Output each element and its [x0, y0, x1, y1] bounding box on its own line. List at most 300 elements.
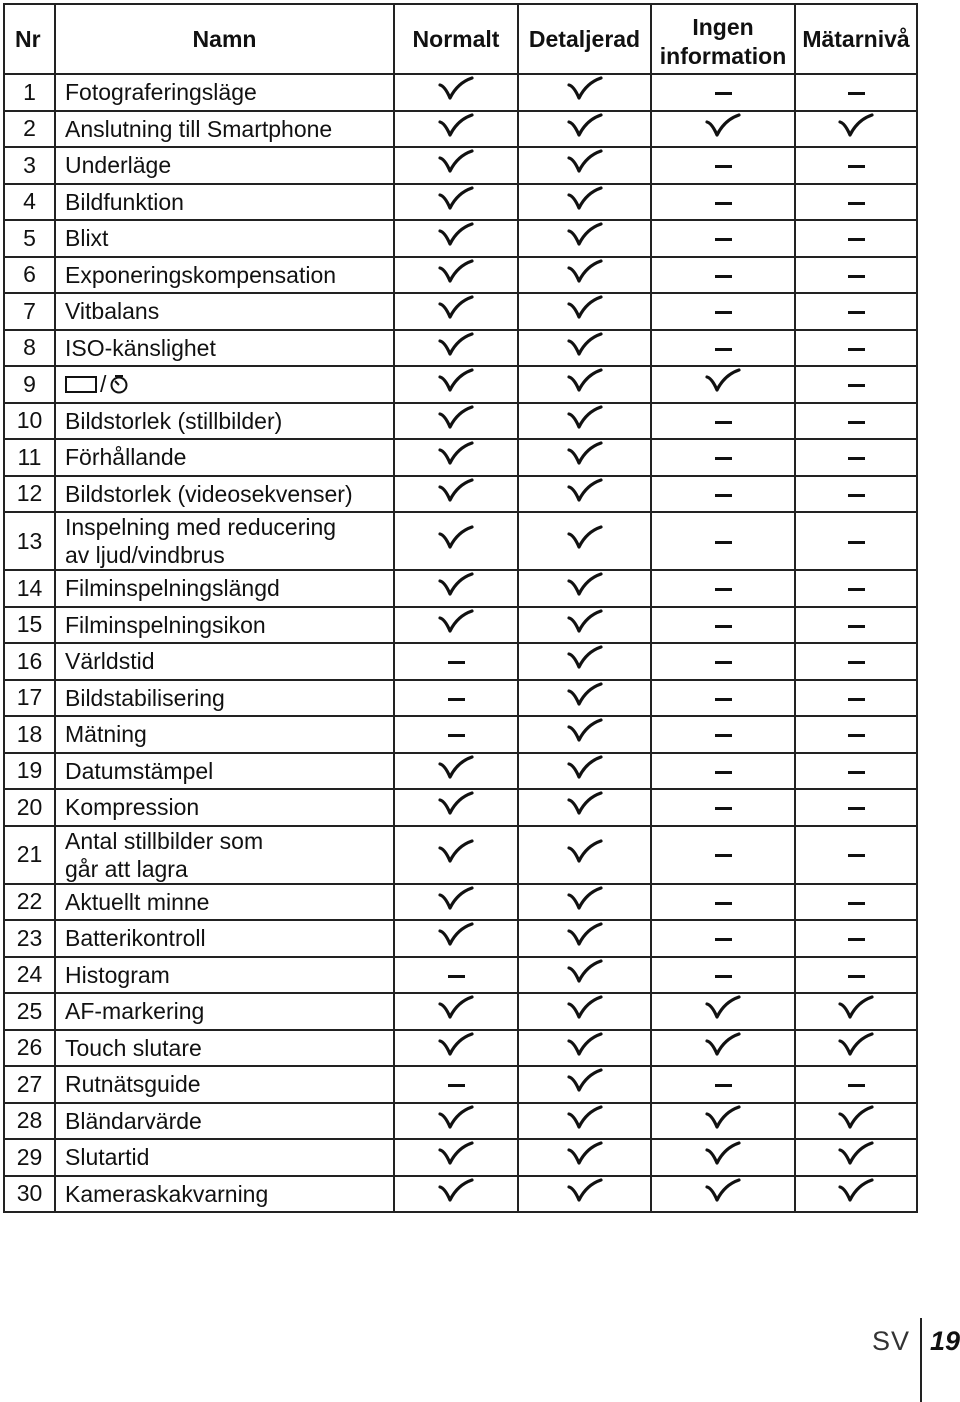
check-icon — [438, 149, 474, 175]
row-name — [55, 111, 394, 148]
cell-ingen — [651, 920, 795, 957]
row-number: 11 — [4, 439, 55, 476]
check-icon — [567, 682, 603, 708]
dash-icon — [848, 494, 865, 497]
cell-normalt — [394, 220, 518, 257]
cell-ingen — [651, 753, 795, 790]
dash-icon — [848, 348, 865, 351]
cell-matarniva — [795, 74, 917, 111]
check-icon — [705, 995, 741, 1021]
cell-detaljerad — [518, 1139, 651, 1176]
row-name-line1: AF-markering — [65, 998, 205, 1025]
cell-detaljerad — [518, 993, 651, 1030]
check-icon — [438, 1141, 474, 1167]
cell-detaljerad — [518, 789, 651, 826]
check-icon — [567, 149, 603, 175]
cell-detaljerad — [518, 439, 651, 476]
table-body — [4, 74, 917, 1212]
table-row — [4, 826, 917, 884]
cell-matarniva — [795, 884, 917, 921]
row-number: 15 — [4, 607, 55, 644]
cell-ingen — [651, 184, 795, 221]
header-ingen-line1: Ingen — [692, 14, 754, 40]
cell-ingen — [651, 147, 795, 184]
cell-matarniva — [795, 403, 917, 440]
dash-icon — [848, 938, 865, 941]
cell-ingen — [651, 1139, 795, 1176]
cell-ingen — [651, 1030, 795, 1067]
cell-ingen — [651, 570, 795, 607]
check-icon — [838, 1105, 874, 1131]
dash-icon — [715, 661, 732, 664]
cell-matarniva — [795, 366, 917, 403]
header-detaljerad: Detaljerad — [518, 4, 651, 74]
row-name-line1: Rutnätsguide — [65, 1071, 201, 1098]
row-number: 29 — [4, 1139, 55, 1176]
cell-ingen — [651, 366, 795, 403]
check-icon — [438, 791, 474, 817]
cell-normalt — [394, 1030, 518, 1067]
cell-normalt — [394, 753, 518, 790]
cell-matarniva — [795, 753, 917, 790]
check-icon — [567, 113, 603, 139]
row-name-line1: Aktuellt minne — [65, 888, 210, 915]
dash-icon — [848, 165, 865, 168]
row-name-line1: Världstid — [65, 648, 155, 675]
row-name-line1: Bländarvärde — [65, 1107, 202, 1134]
dash-icon — [715, 541, 732, 544]
cell-detaljerad — [518, 293, 651, 330]
dash-icon — [448, 1084, 465, 1087]
cell-matarniva — [795, 220, 917, 257]
row-name — [55, 884, 394, 921]
cell-normalt — [394, 403, 518, 440]
check-icon — [567, 295, 603, 321]
self-timer-icon — [109, 374, 129, 394]
check-icon — [438, 76, 474, 102]
check-icon — [567, 478, 603, 504]
row-name-line1: Förhållande — [65, 444, 187, 471]
row-name-line1: Filminspelningsikon — [65, 611, 266, 638]
table-row — [4, 993, 917, 1030]
check-icon — [705, 113, 741, 139]
row-name — [55, 1139, 394, 1176]
cell-matarniva — [795, 330, 917, 367]
cell-ingen — [651, 330, 795, 367]
cell-normalt — [394, 643, 518, 680]
check-icon — [567, 609, 603, 635]
table-row — [4, 512, 917, 570]
check-icon — [567, 755, 603, 781]
row-name — [55, 826, 394, 884]
header-matarniva: Mätarnivå — [795, 4, 917, 74]
row-name-line1: Vitbalans — [65, 298, 160, 325]
cell-ingen — [651, 607, 795, 644]
row-name-line1: Mätning — [65, 721, 147, 748]
row-name — [55, 570, 394, 607]
row-name — [55, 607, 394, 644]
check-icon — [838, 1178, 874, 1204]
cell-detaljerad — [518, 476, 651, 513]
row-number: 3 — [4, 147, 55, 184]
row-number: 24 — [4, 957, 55, 994]
cell-matarniva — [795, 1176, 917, 1213]
table-row — [4, 1176, 917, 1213]
dash-icon — [715, 275, 732, 278]
row-name — [55, 366, 394, 403]
cell-matarniva — [795, 476, 917, 513]
cell-detaljerad — [518, 257, 651, 294]
cell-normalt — [394, 789, 518, 826]
row-name-line1: Kompression — [65, 794, 200, 821]
row-name-line1: Bildstorlek (videosekvenser) — [65, 480, 353, 507]
dash-icon — [848, 1084, 865, 1087]
cell-detaljerad — [518, 1066, 651, 1103]
dash-icon — [715, 975, 732, 978]
cell-ingen — [651, 680, 795, 717]
dash-icon — [848, 698, 865, 701]
table-row — [4, 570, 917, 607]
row-name — [55, 1176, 394, 1213]
dash-icon — [848, 771, 865, 774]
single-frame-icon — [65, 376, 97, 393]
check-icon — [438, 332, 474, 358]
row-name-line1: Bildstabilisering — [65, 684, 225, 711]
check-icon — [438, 405, 474, 431]
row-name-line1: Inspelning med reducering — [65, 514, 337, 540]
check-icon — [438, 259, 474, 285]
cell-matarniva — [795, 293, 917, 330]
check-icon — [438, 922, 474, 948]
cell-normalt — [394, 439, 518, 476]
cell-normalt — [394, 184, 518, 221]
row-name — [55, 753, 394, 790]
dash-icon — [715, 238, 732, 241]
cell-normalt — [394, 293, 518, 330]
check-icon — [438, 478, 474, 504]
dash-icon — [715, 588, 732, 591]
row-name-line2: av ljud/vindbrus — [65, 542, 225, 568]
check-icon — [567, 525, 603, 551]
cell-matarniva — [795, 257, 917, 294]
table-row — [4, 753, 917, 790]
row-name-line1: Datumstämpel — [65, 757, 214, 784]
row-name — [55, 643, 394, 680]
check-icon — [567, 1178, 603, 1204]
check-icon — [438, 755, 474, 781]
cell-normalt — [394, 957, 518, 994]
check-icon — [567, 222, 603, 248]
cell-matarniva — [795, 789, 917, 826]
row-name — [55, 512, 394, 570]
header-nr: Nr — [4, 4, 55, 74]
row-name-line1: Bildfunktion — [65, 188, 184, 215]
row-name-line1: ISO-känslighet — [65, 334, 216, 361]
check-icon — [438, 1032, 474, 1058]
check-icon — [438, 525, 474, 551]
dash-icon — [848, 384, 865, 387]
row-number: 4 — [4, 184, 55, 221]
cell-normalt — [394, 147, 518, 184]
row-number: 13 — [4, 512, 55, 570]
dash-icon — [715, 348, 732, 351]
table-row — [4, 680, 917, 717]
table-row — [4, 403, 917, 440]
cell-normalt — [394, 680, 518, 717]
row-number: 2 — [4, 111, 55, 148]
row-name — [55, 1103, 394, 1140]
cell-detaljerad — [518, 570, 651, 607]
check-icon — [705, 368, 741, 394]
drive-selftimer-icon: / — [65, 370, 129, 398]
check-icon — [567, 405, 603, 431]
cell-detaljerad — [518, 607, 651, 644]
table-row — [4, 957, 917, 994]
row-number: 5 — [4, 220, 55, 257]
cell-matarniva — [795, 184, 917, 221]
row-name-line1: Slutartid — [65, 1144, 150, 1171]
check-icon — [567, 839, 603, 865]
row-number: 26 — [4, 1030, 55, 1067]
table-row — [4, 293, 917, 330]
header-ingen-information — [651, 4, 795, 74]
check-icon — [438, 368, 474, 394]
cell-matarniva — [795, 512, 917, 570]
language-code: SV — [872, 1326, 911, 1356]
row-name-line1: Batterikontroll — [65, 925, 206, 952]
cell-normalt — [394, 476, 518, 513]
cell-detaljerad — [518, 1176, 651, 1213]
check-icon — [567, 332, 603, 358]
check-icon — [705, 1032, 741, 1058]
row-name — [55, 330, 394, 367]
row-name — [55, 184, 394, 221]
cell-ingen — [651, 789, 795, 826]
row-number: 12 — [4, 476, 55, 513]
cell-ingen — [651, 1066, 795, 1103]
cell-matarniva — [795, 680, 917, 717]
check-icon — [438, 609, 474, 635]
row-number: 17 — [4, 680, 55, 717]
row-name-line1: Touch slutare — [65, 1034, 202, 1061]
cell-ingen — [651, 884, 795, 921]
table-row — [4, 789, 917, 826]
row-number: 10 — [4, 403, 55, 440]
row-name-line1: Antal stillbilder som — [65, 827, 264, 854]
cell-ingen — [651, 403, 795, 440]
row-name — [55, 293, 394, 330]
dash-icon — [448, 698, 465, 701]
row-name-line1: Kameraskakvarning — [65, 1180, 269, 1207]
row-name — [55, 74, 394, 111]
cell-matarniva — [795, 147, 917, 184]
cell-ingen — [651, 643, 795, 680]
dash-icon — [715, 854, 732, 857]
table-row — [4, 184, 917, 221]
row-name — [55, 257, 394, 294]
row-number: 9 — [4, 366, 55, 403]
row-number: 18 — [4, 716, 55, 753]
table-row — [4, 476, 917, 513]
check-icon — [438, 886, 474, 912]
dash-icon — [715, 698, 732, 701]
row-number: 1 — [4, 74, 55, 111]
check-icon — [567, 441, 603, 467]
row-number: 6 — [4, 257, 55, 294]
cell-detaljerad — [518, 147, 651, 184]
check-icon — [705, 1178, 741, 1204]
check-icon — [567, 76, 603, 102]
dash-icon — [715, 734, 732, 737]
dash-icon — [715, 92, 732, 95]
check-icon — [438, 441, 474, 467]
table-row — [4, 111, 917, 148]
cell-normalt — [394, 570, 518, 607]
check-icon — [567, 718, 603, 744]
table-row — [4, 220, 917, 257]
table-row — [4, 366, 917, 403]
dash-icon — [848, 202, 865, 205]
check-icon — [567, 791, 603, 817]
row-number: 25 — [4, 993, 55, 1030]
cell-normalt — [394, 1066, 518, 1103]
dash-icon — [848, 807, 865, 810]
cell-matarniva — [795, 1066, 917, 1103]
dash-icon — [448, 975, 465, 978]
cell-normalt — [394, 1139, 518, 1176]
cell-matarniva — [795, 957, 917, 994]
row-number: 30 — [4, 1176, 55, 1213]
check-icon — [705, 1141, 741, 1167]
row-number: 22 — [4, 884, 55, 921]
cell-normalt — [394, 884, 518, 921]
table-row — [4, 716, 917, 753]
table-row — [4, 147, 917, 184]
check-icon — [567, 572, 603, 598]
row-name — [55, 957, 394, 994]
header-ingen-line2: information — [659, 43, 787, 69]
dash-icon — [715, 771, 732, 774]
page-footer — [872, 1318, 960, 1402]
dash-icon — [448, 661, 465, 664]
cell-normalt — [394, 920, 518, 957]
display-info-table — [3, 3, 918, 1213]
dash-icon — [715, 202, 732, 205]
row-name-line1: Anslutning till Smartphone — [65, 115, 333, 142]
cell-detaljerad — [518, 1030, 651, 1067]
cell-ingen — [651, 716, 795, 753]
cell-matarniva — [795, 993, 917, 1030]
cell-ingen — [651, 512, 795, 570]
cell-ingen — [651, 439, 795, 476]
dash-icon — [848, 541, 865, 544]
cell-normalt — [394, 1103, 518, 1140]
row-number: 20 — [4, 789, 55, 826]
check-icon — [438, 995, 474, 1021]
row-name — [55, 439, 394, 476]
cell-detaljerad — [518, 753, 651, 790]
cell-normalt — [394, 993, 518, 1030]
row-name — [55, 403, 394, 440]
cell-ingen — [651, 1176, 795, 1213]
check-icon — [838, 113, 874, 139]
cell-normalt — [394, 111, 518, 148]
dash-icon — [848, 661, 865, 664]
cell-matarniva — [795, 716, 917, 753]
row-name — [55, 920, 394, 957]
check-icon — [567, 995, 603, 1021]
table-header-row — [4, 4, 917, 74]
check-icon — [438, 295, 474, 321]
dash-icon — [715, 457, 732, 460]
row-name-line1: Histogram — [65, 961, 170, 988]
check-icon — [705, 1105, 741, 1131]
row-number: 23 — [4, 920, 55, 957]
cell-ingen — [651, 257, 795, 294]
check-icon — [438, 572, 474, 598]
check-icon — [838, 995, 874, 1021]
check-icon — [567, 1141, 603, 1167]
row-name-line2: går att lagra — [65, 855, 188, 882]
row-number: 14 — [4, 570, 55, 607]
cell-ingen — [651, 293, 795, 330]
dash-icon — [715, 807, 732, 810]
dash-icon — [448, 734, 465, 737]
row-name — [55, 680, 394, 717]
cell-ingen — [651, 993, 795, 1030]
check-icon — [438, 222, 474, 248]
row-name-line1: Bildstorlek (stillbilder) — [65, 407, 283, 434]
cell-detaljerad — [518, 512, 651, 570]
cell-detaljerad — [518, 403, 651, 440]
dash-icon — [715, 625, 732, 628]
row-number: 21 — [4, 826, 55, 884]
header-name: Namn — [55, 4, 394, 74]
dash-icon — [848, 421, 865, 424]
cell-matarniva — [795, 111, 917, 148]
dash-icon — [715, 1084, 732, 1087]
dash-icon — [848, 457, 865, 460]
check-icon — [567, 922, 603, 948]
dash-icon — [715, 165, 732, 168]
cell-detaljerad — [518, 220, 651, 257]
cell-ingen — [651, 476, 795, 513]
row-number: 16 — [4, 643, 55, 680]
cell-normalt — [394, 1176, 518, 1213]
row-number: 7 — [4, 293, 55, 330]
row-name — [55, 1066, 394, 1103]
cell-detaljerad — [518, 643, 651, 680]
page-number: 19 — [930, 1326, 960, 1356]
check-icon — [438, 1178, 474, 1204]
dash-icon — [848, 854, 865, 857]
table-row — [4, 920, 917, 957]
check-icon — [838, 1141, 874, 1167]
cell-matarniva — [795, 920, 917, 957]
cell-normalt — [394, 366, 518, 403]
cell-detaljerad — [518, 826, 651, 884]
row-name — [55, 1030, 394, 1067]
cell-detaljerad — [518, 111, 651, 148]
cell-normalt — [394, 826, 518, 884]
row-number: 8 — [4, 330, 55, 367]
table-row — [4, 439, 917, 476]
header-normalt: Normalt — [394, 4, 518, 74]
cell-ingen — [651, 220, 795, 257]
cell-matarniva — [795, 1139, 917, 1176]
table-row — [4, 1066, 917, 1103]
cell-ingen — [651, 957, 795, 994]
